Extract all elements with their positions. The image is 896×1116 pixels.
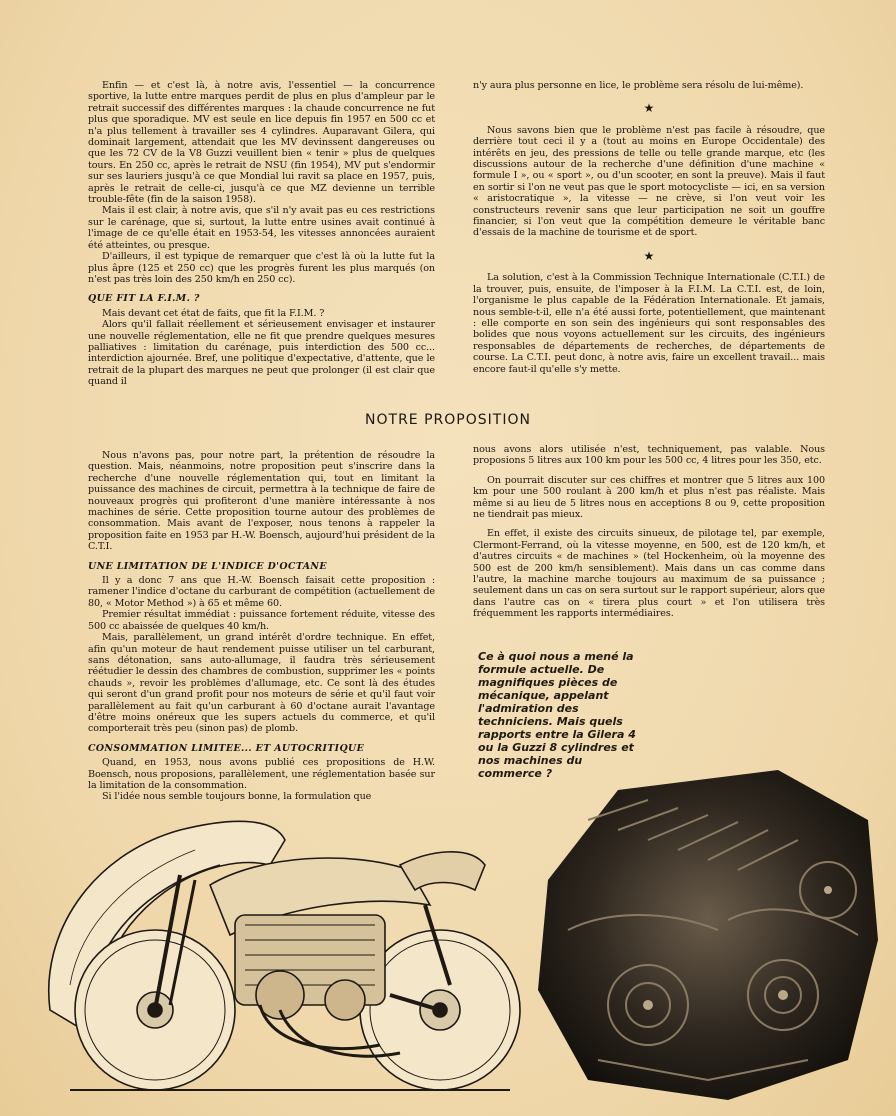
subheading: UNE LIMITATION DE L'INDICE D'OCTANE [88,560,327,572]
top-right-column [473,80,825,375]
bottom-left-column [88,450,435,803]
star-separator: ★ [643,101,655,116]
paragraph: nous avons alors utilisée n'est, techniquement, pas valable. Nous proposions 5 litres aux 100 km pour les 500 cc, 4 litres pour les 350, etc. [473,444,825,467]
motorcycle-cutaway-illustration [30,795,530,1100]
paragraph: On pourrait discuter sur ces chiffres et montrer que 5 litres aux 100 km pour une 500 roulant à 200 km/h et plus n'est pas réaliste. Mais même si au lieu de 5 litres nous en acceptions 8 ou 9, cette proposition ne tiendrait pas mieux. [473,474,825,521]
engine-photo [528,760,883,1105]
paragraph: Mais, parallèlement, un grand intérêt d'ordre technique. En effet, afin qu'un moteur de haut rendement puisse utiliser un tel carburant, sans détonation, sans auto-allumage, il faudra très sérieusement réétudier le dessin des chambres de combustion, supprimer les « points chauds », revoir les problèmes d'allumage, etc. Ce sont là des études qui seront d'un grand profit pour nos moteurs de série et qu'il faut voir parallèlement au fait qu'un carburant à 60 d'octane aurait l'avantage d'être moins onéreux que les supers actuels du commerce, et qu'il comporterait très peu (sinon pas) de plomb. [88,632,435,735]
paragraph: Nous savons bien que le problème n'est pas facile à résoudre, que derrière tout ceci il y a (tout au moins en Europe Occidentale) des intérêts en jeu, des pressions de telle ou telle grande marque, etc (les discussions autour de la recherche d'une définition d'une machine « formule I », ou « sport », ou d'un scooter, en sont la preuve). Mais il faut en sortir si l'on ne veut pas que le sport motocycliste — ici, en sa version « aristocratique », la vitesse — ne crève, si l'on veut voir les constructeurs revenir sans que leur participation ne soit un gouffre financier, si l'on veut que la compétition demeure le véritable banc d'essais de la machine de tourisme et de sport. [473,124,825,239]
paragraph: n'y aura plus personne en lice, le problème sera résolu de lui-même). [473,80,804,91]
subheading: CONSOMMATION LIMITEE... ET AUTOCRITIQUE [88,742,365,754]
bottom-right-column [473,444,825,620]
section-title: NOTRE PROPOSITION [365,412,531,428]
paragraph: Si l'idée nous semble toujours bonne, la formulation que [102,791,372,803]
paragraph: Mais devant cet état de faits, que fit la F.I.M. ? [102,307,325,319]
paragraph: Mais il est clair, à notre avis, que s'il n'y avait pas eu ces restrictions sur le carénage, que si, surtout, la lutte entre usines avait continué à l'image de ce qu'elle était en 1953-54, les vitesses annoncées auraient été atteintes, ou presque. [88,205,435,251]
paragraph: Enfin — et c'est là, à notre avis, l'essentiel — la concurrence sportive, la lutte entre marques perdit de plus en plus d'ampleur par le retrait successif des différentes marques : la chaude concurrence ne fut plus que sporadique. MV est seule en lice depuis fin 1957 en 500 cc et n'a plus tellement à travailler ses 4 cylindres. Auparavant Gilera, qui dominait largement, attendait que les MV devinssent dangereuses ou que les 72 CV de la V8 Guzzi veuillent bien « tenir » plus de quelques tours. En 250 cc, après le retrait de NSU (fin 1954), MV put s'endormir sur ses lauriers jusqu'à ce que Mondial lui ravit sa place en 1957, puis, après le retrait de celle-ci, jusqu'à ce que MZ devienne un terrible trouble-fête (fin de la saison 1958). [88,80,435,206]
paragraph: Nous n'avons pas, pour notre part, la prétention de résoudre la question. Mais, néanmoins, notre proposition peut s'inscrire dans la recherche d'une nouvelle réglementation qui, tout en limitant la puissance des machines de circuit, permettra à la technique de faire de nouveaux progrès qui profiteront d'une manière intéressante à nos machines de série. Cette proposition tourne autour des problèmes de consommation. Mais avant de l'exposer, nous tenons à rappeler la proposition faite en 1953 par H.-W. Boensch, aujourd'hui président de la C.T.I. [88,450,435,553]
paragraph: D'ailleurs, il est typique de remarquer que c'est là où la lutte fut la plus âpre (125 et 250 cc) que les progrès furent les plus marqués (on n'est pas très loin des 250 km/h en 250 cc). [88,251,435,285]
paragraph: La solution, c'est à la Commission Technique Internationale (C.T.I.) de la trouver, puis, ensuite, de l'imposer à la F.I.M. La C.T.I. est, de loin, l'organisme le plus capable de la Fédération Internationale. Et jamais, nous semble-t-il, elle n'a été aussi forte, potentiellement, que maintenant : elle comporte en son sein des ingénieurs qui sont responsables des bolides que nous voyons actuellement sur les circuits, des ingénieurs responsables de départements de recherches, de départements de course. La C.T.I. peut donc, à notre avis, faire un excellent travail... mais encore faut-il qu'elle s'y mette. [473,272,825,375]
paragraph: Premier résultat immédiat : puissance fortement réduite, vitesse des 500 cc abaissée de quelques 40 km/h. [88,609,435,632]
paragraph: Alors qu'il fallait réellement et sérieusement envisager et instaurer une nouvelle réglementation, elle ne fit que prendre quelques mesures palliatives : limitation du carénage, puis interdiction des 500 cc... interdiction ajournée. Bref, une politique d'expectative, d'attente, que le retrait de la plupart des marques ne peut que prolonger (il est clair que quand il [88,319,435,388]
subheading: QUE FIT LA F.I.M. ? [88,293,200,305]
top-left-column [88,80,435,388]
paragraph: En effet, il existe des circuits sinueux, de pilotage tel, par exemple, Clermont-Ferrand, où la vitesse moyenne, en 500, est de 120 km/h, et d'autres circuits « de machines » (tel Hockenheim, où la moyenne des 500 est de 200 km/h sensiblement). Mais dans un cas comme dans l'autre, la machine marche toujours au maximum de sa puissance ; seulement dans un cas on sera surtout sur le rapport supérieur, alors que dans l'autre cas on « tirera plus court » et l'on utilisera très fréquemment les rapports intermédiaires. [473,528,825,620]
paragraph: Il y a donc 7 ans que H.-W. Boensch faisait cette proposition : ramener l'indice d'octane du carburant de compétition (actuellement de 80, « Motor Method ») à 65 et même 60. [88,575,435,609]
paragraph: Quand, en 1953, nous avons publié ces propositions de H.W. Boensch, nous proposions, parallèlement, une réglementation basée sur la limitation de la consommation. [88,757,435,791]
photo-caption: Ce à quoi nous a mené la formule actuelle. De magnifiques pièces de mécanique, appelant l'admiration des techniciens. Mais quels rapports entre la Gilera 4 ou la Guzzi 8 cylindres et nos machines du commerce ? [478,650,636,780]
star-separator: ★ [643,248,655,263]
